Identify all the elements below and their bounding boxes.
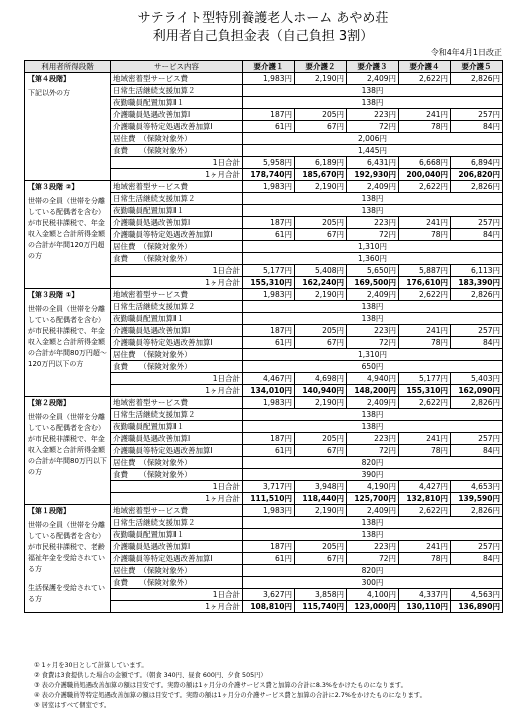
- table-row: [25, 181, 503, 193]
- monthly-total-cell: 132,810円: [399, 493, 451, 505]
- service-label: 地域密着型サービス費: [111, 73, 243, 85]
- fee-cell: 187円: [243, 325, 295, 337]
- income-level-title: 【第１段階】: [28, 507, 70, 515]
- common-fee-cell: 820円: [243, 457, 503, 469]
- service-label: 介護職員処遇改善加算Ⅰ: [111, 541, 243, 553]
- header-income-level: 利用者所得段階: [25, 61, 111, 73]
- income-level-description-2: 生活保護を受給されている方: [28, 584, 105, 603]
- fee-cell: 67円: [295, 445, 347, 457]
- fee-cell: 2,826円: [451, 505, 503, 517]
- fee-cell: 61円: [243, 121, 295, 133]
- table-row: [25, 505, 503, 517]
- income-level-cell: [25, 397, 111, 505]
- daily-total-cell: 4,940円: [347, 373, 399, 385]
- fee-cell: 187円: [243, 109, 295, 121]
- service-label: 日常生活継続支援加算２: [111, 409, 243, 421]
- daily-total-cell: 6,668円: [399, 157, 451, 169]
- daily-total-cell: 6,431円: [347, 157, 399, 169]
- common-fee-cell: 1,310円: [243, 241, 503, 253]
- fee-cell: 2,826円: [451, 289, 503, 301]
- fee-cell: 67円: [295, 121, 347, 133]
- header-care-level-4: 要介護４: [399, 61, 451, 73]
- common-fee-cell: 1,310円: [243, 349, 503, 361]
- monthly-total-cell: 148,200円: [347, 385, 399, 397]
- service-label: 日常生活継続支援加算２: [111, 517, 243, 529]
- fee-cell: 2,409円: [347, 397, 399, 409]
- monthly-total-label: 1ヶ月合計: [111, 601, 243, 613]
- service-label: 食費 （保険対象外）: [111, 253, 243, 265]
- monthly-total-cell: 155,310円: [399, 385, 451, 397]
- daily-total-cell: 6,189円: [295, 157, 347, 169]
- footnote-item: ② 食費は3食提供した場合の金額です。（朝食 340円、昼食 600円、夕食 505円）: [34, 672, 267, 679]
- fee-cell: 205円: [295, 109, 347, 121]
- table-row: [25, 73, 503, 85]
- fee-cell: 2,622円: [399, 181, 451, 193]
- facility-title: サテライト型特別養護老人ホーム あやめ荘: [137, 11, 389, 26]
- monthly-total-cell: 155,310円: [243, 277, 295, 289]
- service-label: 食費 （保険対象外）: [111, 577, 243, 589]
- monthly-total-cell: 140,940円: [295, 385, 347, 397]
- common-fee-cell: 1,360円: [243, 253, 503, 265]
- income-level-cell: [25, 181, 111, 289]
- fee-cell: 67円: [295, 229, 347, 241]
- header-care-level-5: 要介護５: [451, 61, 503, 73]
- service-label: 介護職員処遇改善加算Ⅰ: [111, 109, 243, 121]
- fee-cell: 241円: [399, 325, 451, 337]
- fee-cell: 257円: [451, 541, 503, 553]
- common-fee-cell: 138円: [243, 313, 503, 325]
- table-row: [25, 289, 503, 301]
- daily-total-cell: 4,190円: [347, 481, 399, 493]
- service-label: 夜勤職員配置加算Ⅱ１: [111, 313, 243, 325]
- service-label: 介護職員処遇改善加算Ⅰ: [111, 217, 243, 229]
- common-fee-cell: 138円: [243, 517, 503, 529]
- fee-cell: 1,983円: [243, 289, 295, 301]
- fee-cell: 84円: [451, 229, 503, 241]
- service-label: 食費 （保険対象外）: [111, 361, 243, 373]
- daily-total-cell: 4,653円: [451, 481, 503, 493]
- header-row: [25, 61, 503, 73]
- daily-total-label: 1日合計: [111, 157, 243, 169]
- footnote-item: ① 1ヶ月を30日として計算しています。: [34, 662, 148, 669]
- footnote-item: ③ 表の介護職員処遇改善加算の額は目安です。実際の額は1ヶ月分の介護サービス費と加算の合計に8.3%をかけたものになります。: [34, 682, 407, 689]
- fee-cell: 205円: [295, 433, 347, 445]
- fee-cell: 2,622円: [399, 73, 451, 85]
- fee-cell: 1,983円: [243, 181, 295, 193]
- common-fee-cell: 138円: [243, 97, 503, 109]
- monthly-total-cell: 162,240円: [295, 277, 347, 289]
- fee-cell: 84円: [451, 553, 503, 565]
- service-label: 食費 （保険対象外）: [111, 469, 243, 481]
- service-label: 居住費 （保険対象外）: [111, 133, 243, 145]
- service-label: 日常生活継続支援加算２: [111, 193, 243, 205]
- fee-cell: 257円: [451, 433, 503, 445]
- common-fee-cell: 300円: [243, 577, 503, 589]
- daily-total-cell: 3,948円: [295, 481, 347, 493]
- service-label: 食費 （保険対象外）: [111, 145, 243, 157]
- fee-cell: 2,190円: [295, 397, 347, 409]
- fee-cell: 2,622円: [399, 397, 451, 409]
- fee-cell: 72円: [347, 229, 399, 241]
- fee-cell: 61円: [243, 445, 295, 457]
- fee-cell: 72円: [347, 121, 399, 133]
- fee-cell: 257円: [451, 217, 503, 229]
- fee-cell: 241円: [399, 109, 451, 121]
- fee-cell: 84円: [451, 337, 503, 349]
- daily-total-cell: 5,177円: [243, 265, 295, 277]
- monthly-total-cell: 111,510円: [243, 493, 295, 505]
- header-service: サービス内容: [111, 61, 243, 73]
- daily-total-cell: 5,958円: [243, 157, 295, 169]
- service-label: 介護職員等特定処遇改善加算Ⅰ: [111, 229, 243, 241]
- header-care-level-2: 要介護２: [295, 61, 347, 73]
- service-label: 介護職員処遇改善加算Ⅰ: [111, 433, 243, 445]
- service-label: 地域密着型サービス費: [111, 181, 243, 193]
- income-level-title: 【第４段階】: [28, 75, 70, 83]
- fee-cell: 1,983円: [243, 73, 295, 85]
- common-fee-cell: 820円: [243, 565, 503, 577]
- service-label: 居住費 （保険対象外）: [111, 457, 243, 469]
- fee-cell: 2,409円: [347, 505, 399, 517]
- income-level-description: 世帯の全員（世帯を分離している配偶者を含む）が市民税非課税で、老齢福祉年金を受給されている方: [28, 521, 105, 573]
- income-level-description: 世帯の全員（世帯を分離している配偶者を含む）が市民税非課税で、年金収入金額と合計所得金額の合計が年間80万円超～120万円以下の方: [28, 305, 107, 368]
- fee-cell: 223円: [347, 217, 399, 229]
- revision-date: 令和4年4月1日改正: [430, 48, 502, 57]
- daily-total-cell: 4,698円: [295, 373, 347, 385]
- fee-cell: 2,622円: [399, 505, 451, 517]
- common-fee-cell: 138円: [243, 193, 503, 205]
- service-label: 介護職員等特定処遇改善加算Ⅰ: [111, 121, 243, 133]
- fee-cell: 241円: [399, 217, 451, 229]
- footnote-item: ④ 表の介護職員等特定処遇改善加算の額は目安です。実際の額は1ヶ月分の介護サービス費と加算の合計に2.7%をかけたものになります。: [34, 692, 426, 699]
- monthly-total-cell: 162,090円: [451, 385, 503, 397]
- daily-total-cell: 5,408円: [295, 265, 347, 277]
- fee-cell: 223円: [347, 541, 399, 553]
- fee-cell: 187円: [243, 217, 295, 229]
- daily-total-cell: 4,100円: [347, 589, 399, 601]
- service-label: 介護職員等特定処遇改善加算Ⅰ: [111, 553, 243, 565]
- fee-table: [24, 60, 503, 613]
- fee-cell: 72円: [347, 553, 399, 565]
- fee-cell: 78円: [399, 445, 451, 457]
- income-level-description: 世帯の全員（世帯を分離している配偶者を含む）が市民税非課税で、年金収入金額と合計所得金額の合計が年間120万円超の方: [28, 197, 105, 260]
- service-label: 日常生活継続支援加算２: [111, 301, 243, 313]
- fee-cell: 2,190円: [295, 505, 347, 517]
- monthly-total-cell: 192,930円: [347, 169, 399, 181]
- header-care-level-1: 要介護１: [243, 61, 295, 73]
- common-fee-cell: 1,445円: [243, 145, 503, 157]
- fee-cell: 61円: [243, 337, 295, 349]
- fee-cell: 72円: [347, 445, 399, 457]
- daily-total-label: 1日合計: [111, 589, 243, 601]
- income-level-cell: [25, 289, 111, 397]
- fee-cell: 2,826円: [451, 181, 503, 193]
- fee-cell: 187円: [243, 433, 295, 445]
- service-label: 居住費 （保険対象外）: [111, 349, 243, 361]
- service-label: 介護職員等特定処遇改善加算Ⅰ: [111, 337, 243, 349]
- service-label: 居住費 （保険対象外）: [111, 565, 243, 577]
- monthly-total-cell: 134,010円: [243, 385, 295, 397]
- footnotes: [34, 661, 504, 711]
- monthly-total-cell: 178,740円: [243, 169, 295, 181]
- service-label: 夜勤職員配置加算Ⅱ１: [111, 529, 243, 541]
- fee-cell: 257円: [451, 325, 503, 337]
- fee-cell: 1,983円: [243, 505, 295, 517]
- service-label: 介護職員処遇改善加算Ⅰ: [111, 325, 243, 337]
- monthly-total-cell: 200,040円: [399, 169, 451, 181]
- fee-cell: 2,190円: [295, 289, 347, 301]
- monthly-total-cell: 185,670円: [295, 169, 347, 181]
- fee-cell: 257円: [451, 109, 503, 121]
- monthly-total-cell: 176,610円: [399, 277, 451, 289]
- daily-total-cell: 4,337円: [399, 589, 451, 601]
- monthly-total-label: 1ヶ月合計: [111, 493, 243, 505]
- daily-total-cell: 4,563円: [451, 589, 503, 601]
- fee-cell: 205円: [295, 325, 347, 337]
- daily-total-cell: 5,887円: [399, 265, 451, 277]
- fee-cell: 2,409円: [347, 73, 399, 85]
- daily-total-cell: 3,717円: [243, 481, 295, 493]
- monthly-total-cell: 118,440円: [295, 493, 347, 505]
- income-level-description: 下記以外の方: [28, 89, 70, 97]
- monthly-total-cell: 130,110円: [399, 601, 451, 613]
- fee-cell: 1,983円: [243, 397, 295, 409]
- daily-total-cell: 6,894円: [451, 157, 503, 169]
- income-level-title: 【第３段階 ②】: [28, 183, 79, 191]
- daily-total-label: 1日合計: [111, 373, 243, 385]
- fee-cell: 2,622円: [399, 289, 451, 301]
- fee-cell: 2,826円: [451, 73, 503, 85]
- fee-cell: 61円: [243, 229, 295, 241]
- daily-total-cell: 3,627円: [243, 589, 295, 601]
- common-fee-cell: 138円: [243, 421, 503, 433]
- common-fee-cell: 138円: [243, 205, 503, 217]
- monthly-total-cell: 136,890円: [451, 601, 503, 613]
- common-fee-cell: 138円: [243, 85, 503, 97]
- fee-cell: 2,409円: [347, 289, 399, 301]
- fee-cell: 2,190円: [295, 73, 347, 85]
- common-fee-cell: 650円: [243, 361, 503, 373]
- fee-cell: 205円: [295, 217, 347, 229]
- monthly-total-cell: 183,390円: [451, 277, 503, 289]
- daily-total-cell: 4,467円: [243, 373, 295, 385]
- fee-cell: 205円: [295, 541, 347, 553]
- fee-cell: 67円: [295, 337, 347, 349]
- income-level-cell: [25, 505, 111, 613]
- fee-cell: 187円: [243, 541, 295, 553]
- table-row: [25, 397, 503, 409]
- daily-total-cell: 4,427円: [399, 481, 451, 493]
- fee-cell: 241円: [399, 541, 451, 553]
- fee-cell: 2,409円: [347, 181, 399, 193]
- monthly-total-cell: 108,810円: [243, 601, 295, 613]
- common-fee-cell: 2,006円: [243, 133, 503, 145]
- common-fee-cell: 138円: [243, 301, 503, 313]
- service-label: 地域密着型サービス費: [111, 289, 243, 301]
- fee-cell: 78円: [399, 337, 451, 349]
- daily-total-cell: 5,177円: [399, 373, 451, 385]
- fee-cell: 78円: [399, 229, 451, 241]
- monthly-total-cell: 206,820円: [451, 169, 503, 181]
- fee-cell: 223円: [347, 433, 399, 445]
- monthly-total-cell: 169,500円: [347, 277, 399, 289]
- monthly-total-cell: 125,700円: [347, 493, 399, 505]
- income-level-cell: [25, 73, 111, 181]
- daily-total-label: 1日合計: [111, 481, 243, 493]
- fee-cell: 84円: [451, 445, 503, 457]
- fee-cell: 67円: [295, 553, 347, 565]
- fee-cell: 223円: [347, 109, 399, 121]
- service-label: 居住費 （保険対象外）: [111, 241, 243, 253]
- service-label: 介護職員等特定処遇改善加算Ⅰ: [111, 445, 243, 457]
- monthly-total-label: 1ヶ月合計: [111, 385, 243, 397]
- fee-cell: 61円: [243, 553, 295, 565]
- service-label: 夜勤職員配置加算Ⅱ１: [111, 421, 243, 433]
- service-label: 夜勤職員配置加算Ⅱ１: [111, 97, 243, 109]
- daily-total-cell: 5,650円: [347, 265, 399, 277]
- fee-cell: 72円: [347, 337, 399, 349]
- service-label: 日常生活継続支援加算２: [111, 85, 243, 97]
- fee-cell: 2,190円: [295, 181, 347, 193]
- daily-total-cell: 6,113円: [451, 265, 503, 277]
- daily-total-label: 1日合計: [111, 265, 243, 277]
- monthly-total-cell: 139,590円: [451, 493, 503, 505]
- fee-cell: 223円: [347, 325, 399, 337]
- monthly-total-cell: 115,740円: [295, 601, 347, 613]
- document-title: 利用者自己負担金表（自己負担 3割）: [152, 29, 374, 44]
- income-level-title: 【第２段階】: [28, 399, 70, 407]
- common-fee-cell: 138円: [243, 409, 503, 421]
- daily-total-cell: 3,858円: [295, 589, 347, 601]
- fee-cell: 84円: [451, 121, 503, 133]
- fee-cell: 78円: [399, 121, 451, 133]
- service-label: 地域密着型サービス費: [111, 505, 243, 517]
- monthly-total-label: 1ヶ月合計: [111, 169, 243, 181]
- service-label: 地域密着型サービス費: [111, 397, 243, 409]
- footnote-item: ⑤ 居室はすべて個室です。: [34, 702, 111, 709]
- fee-cell: 78円: [399, 553, 451, 565]
- daily-total-cell: 5,403円: [451, 373, 503, 385]
- header-care-level-3: 要介護３: [347, 61, 399, 73]
- fee-cell: 241円: [399, 433, 451, 445]
- common-fee-cell: 390円: [243, 469, 503, 481]
- common-fee-cell: 138円: [243, 529, 503, 541]
- service-label: 夜勤職員配置加算Ⅱ１: [111, 205, 243, 217]
- income-level-description: 世帯の全員（世帯を分離している配偶者を含む）が市民税非課税で、年金収入金額と合計所得金額の合計が年間80万円以下の方: [28, 413, 107, 476]
- monthly-total-cell: 123,000円: [347, 601, 399, 613]
- monthly-total-label: 1ヶ月合計: [111, 277, 243, 289]
- fee-cell: 2,826円: [451, 397, 503, 409]
- income-level-title: 【第３段階 ①】: [28, 291, 79, 299]
